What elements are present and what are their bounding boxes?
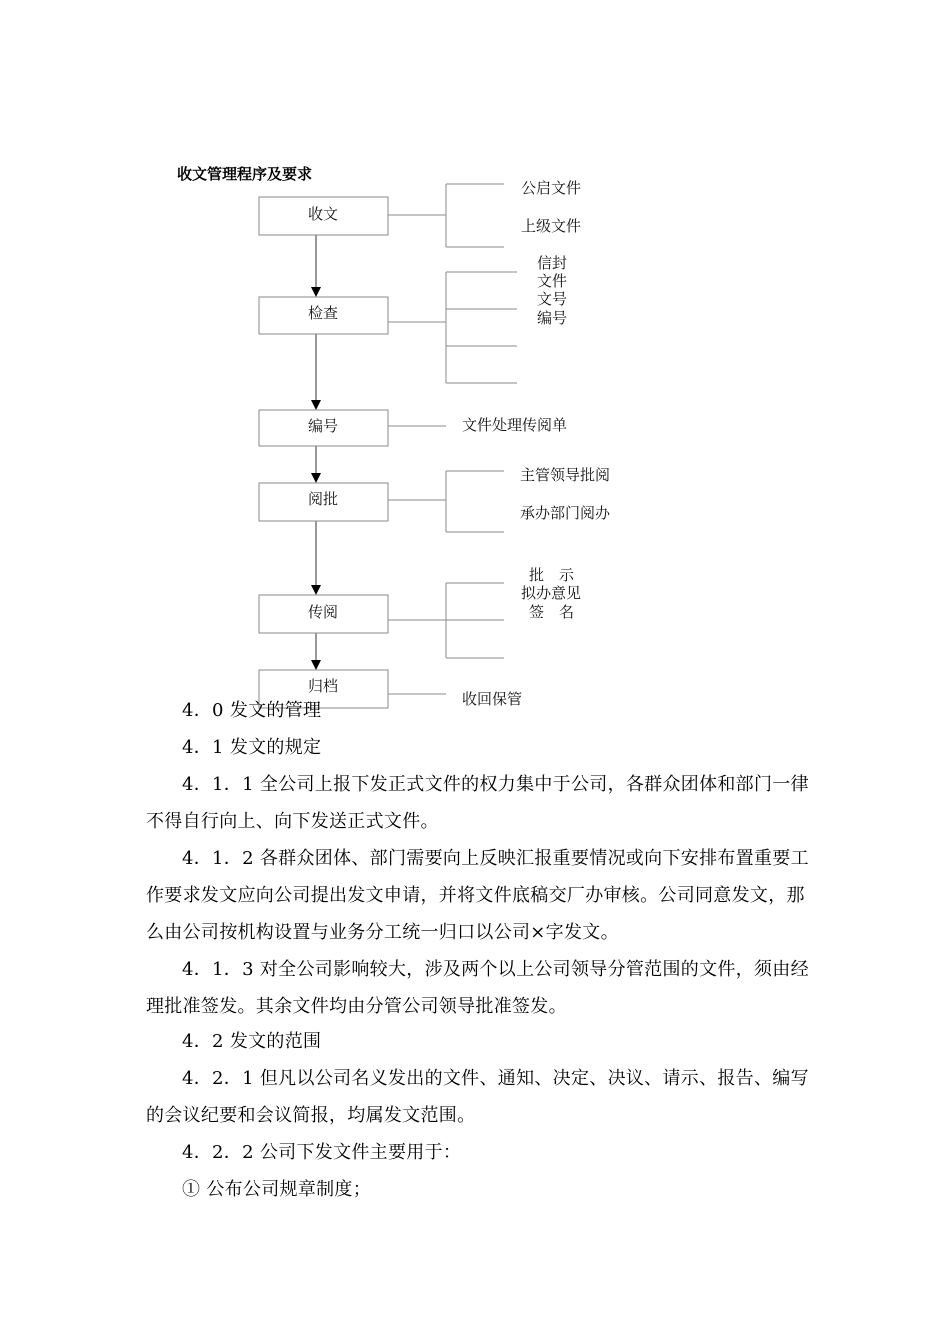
svg-text:传阅: 传阅: [307, 603, 339, 621]
flow-step-number: [259, 410, 388, 446]
branch-label: 批 示: [529, 566, 575, 584]
body-paragraph: 4．2．1 但凡以公司名义发出的文件、通知、决定、决议、请示、报告、编写的会议纪要和会议简报，均属发文范围。: [146, 1068, 809, 1126]
branch-label: 拟办意见: [521, 584, 582, 602]
arrow-down-icon: [311, 400, 321, 410]
arrow-down-icon: [311, 473, 321, 483]
body-paragraph: 4．1．2 各群众团体、部门需要向上反映汇报重要情况或向下安排布置重要工作要求发文应向公司提出发文申请，并将文件底稿交厂办审核。公司同意发文，那么由公司按机构设置与业务分工统一归口以公司×字发文。: [146, 848, 809, 943]
flow-step-receive: [259, 197, 388, 235]
flow-step-circulate: [259, 595, 388, 633]
branch-label: 主管领导批阅: [520, 466, 611, 484]
flow-step-approve: [259, 483, 388, 521]
svg-text:归档: 归档: [307, 677, 339, 695]
branch-lines: [388, 184, 517, 694]
branch-label: 文号: [537, 290, 568, 308]
section-heading: 4．1 发文的规定: [182, 737, 322, 758]
flow-step-check: [259, 297, 388, 334]
branch-label: 签 名: [529, 603, 575, 621]
body-paragraph: 4．1．1 全公司上报下发正式文件的权力集中于公司，各群众团体和部门一律不得自行向上、向下发送正式文件。: [146, 774, 809, 832]
section-heading: 4．0 发文的管理: [182, 700, 322, 721]
branch-label: 编号: [537, 309, 568, 327]
list-item: ① 公布公司规章制度；: [182, 1179, 372, 1200]
svg-text:收文: 收文: [307, 205, 339, 223]
branch-label: 公启文件: [521, 179, 582, 197]
branch-label: 信封: [537, 254, 568, 272]
branch-label: 承办部门阅办: [520, 504, 611, 522]
arrow-down-icon: [311, 660, 321, 670]
arrow-down-icon: [311, 287, 321, 297]
arrow-down-icon: [311, 585, 321, 595]
flowchart-title: 收文管理程序及要求: [177, 165, 313, 183]
branch-label: 文件: [537, 272, 568, 290]
svg-text:阅批: 阅批: [307, 490, 339, 508]
svg-text:编号: 编号: [307, 417, 339, 435]
section-heading: 4．2 发文的范围: [182, 1031, 322, 1052]
svg-text:检查: 检查: [307, 304, 339, 322]
branch-label: 上级文件: [521, 217, 582, 235]
branch-label: 收回保管: [462, 690, 523, 708]
branch-label: 文件处理传阅单: [462, 416, 568, 434]
body-paragraph: 4．2．2 公司下发文件主要用于：: [182, 1142, 462, 1163]
body-paragraph: 4．1．3 对全公司影响较大，涉及两个以上公司领导分管范围的文件，须由经理批准签发。其余文件均由分管公司领导批准签发。: [146, 959, 809, 1017]
